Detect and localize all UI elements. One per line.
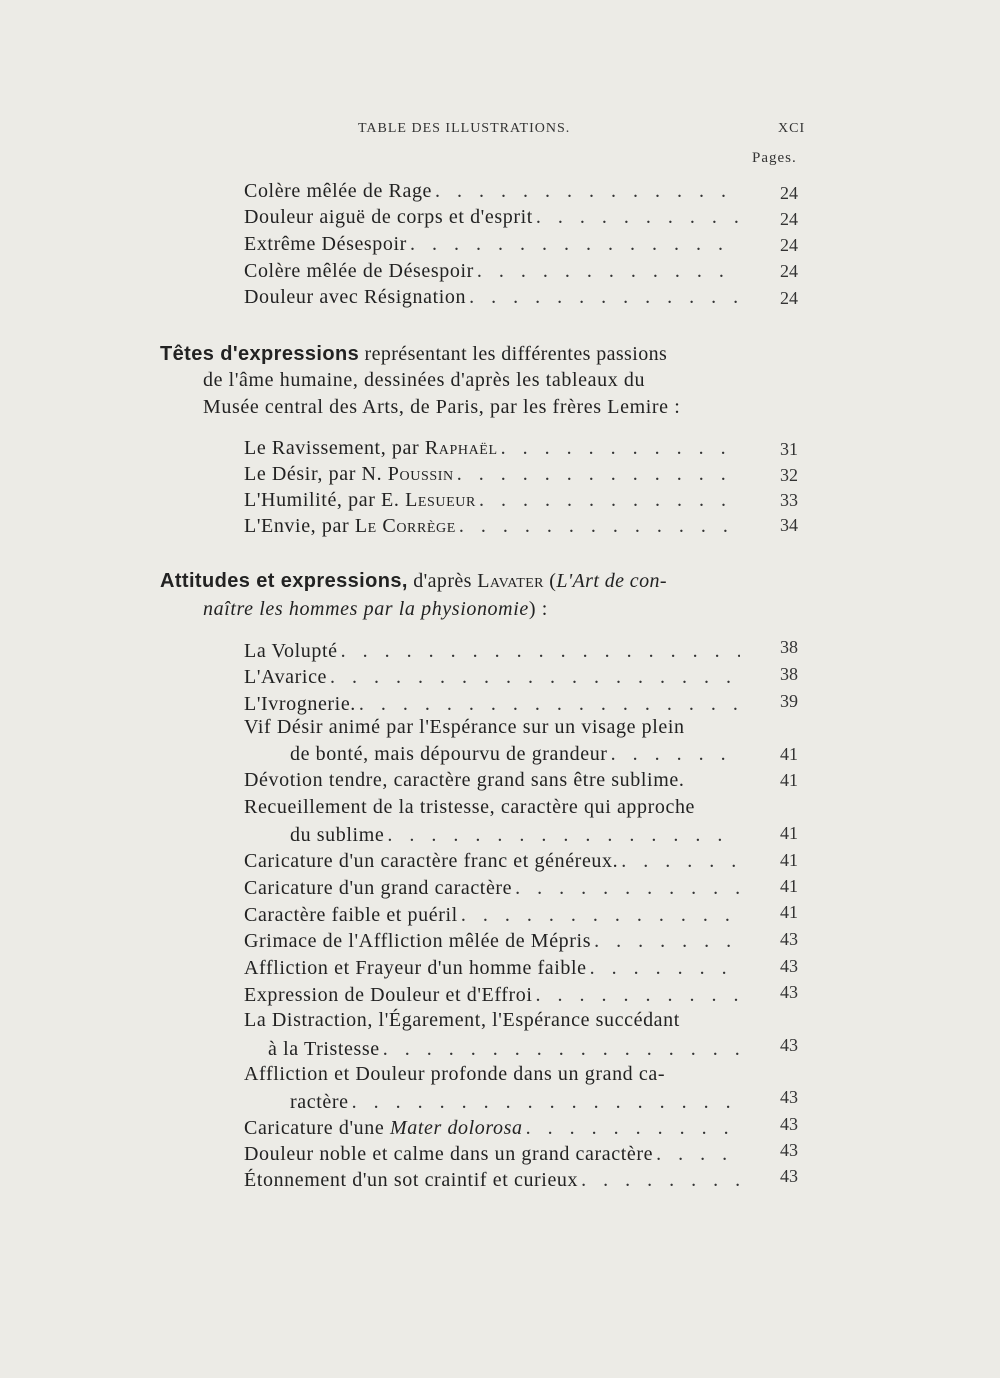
toc-entry-label: Colère mêlée de Désespoir: [244, 260, 474, 282]
toc-page-number: 38: [780, 664, 798, 684]
section-heading-text: (: [543, 570, 557, 592]
toc-entry: [244, 231, 740, 257]
section-heading-bold: Têtes d'expressions: [160, 343, 360, 365]
toc-page-number: 41: [780, 744, 798, 764]
toc-page-number: 34: [780, 515, 798, 535]
toc-entry: [244, 204, 740, 230]
toc-page-number: 38: [780, 637, 798, 657]
toc-entry-label: L'Envie, par: [244, 515, 355, 537]
dot-leader: [410, 231, 740, 257]
toc-entry-label: L'Humilité, par E.: [244, 489, 406, 511]
toc-entry: [244, 461, 740, 487]
italic-title: Mater dolorosa: [389, 1117, 523, 1139]
dot-leader: [352, 1089, 740, 1115]
toc-page-number: 43: [780, 982, 798, 1002]
toc-entry: [244, 513, 740, 539]
author-name: Lavater: [477, 570, 544, 592]
toc-entry-label: Affliction et Frayeur d'un homme faible: [244, 957, 587, 979]
toc-entry: [244, 435, 740, 461]
toc-entry: [244, 284, 740, 310]
section-heading-bold: Attitudes et expressions,: [160, 570, 408, 592]
dot-leader: [469, 284, 740, 310]
dot-leader: [611, 741, 740, 767]
toc-entry: [290, 741, 740, 767]
toc-entry-label: Expression de Douleur et d'Effroi: [244, 984, 533, 1006]
artist-name: Raphaël: [424, 437, 498, 459]
toc-entry-label: Colère mêlée de Rage: [244, 180, 433, 202]
toc-entry: [244, 1167, 740, 1193]
toc-entry: [244, 258, 740, 284]
toc-entry: [244, 875, 740, 901]
toc-entry: [244, 178, 740, 204]
toc-entry: [244, 928, 740, 954]
dot-leader: [515, 875, 740, 901]
dot-leader: [477, 258, 740, 284]
dot-leader: [459, 513, 740, 539]
dot-leader: [590, 955, 740, 981]
artist-name: Le Corrège: [354, 515, 456, 537]
book-title: L'Art de con-: [556, 570, 667, 592]
toc-entry-label: Caricature d'une: [244, 1117, 390, 1139]
toc-page-number: 43: [780, 1114, 798, 1134]
toc-page-number: 33: [780, 490, 798, 510]
running-title: TABLE DES ILLUSTRATIONS.: [358, 121, 571, 136]
toc-page-number: 32: [780, 465, 798, 485]
toc-entry-label: Affliction et Douleur profonde dans un grand ca-: [244, 1063, 666, 1085]
toc-page-number: 43: [780, 929, 798, 949]
dot-leader: [526, 1115, 740, 1141]
section-heading: [160, 341, 667, 367]
toc-entry-label: Étonnement d'un sot craintif et curieux: [244, 1169, 579, 1191]
pages-column-label: Pages.: [752, 150, 797, 166]
toc-entry: [290, 822, 740, 848]
dot-leader: [536, 204, 740, 230]
toc-page-number: 39: [780, 691, 798, 711]
toc-entry: [244, 848, 740, 874]
toc-entry-label: Recueillement de la tristesse, caractère qui approche: [244, 796, 696, 818]
toc-entry-label: L'Avarice: [244, 666, 328, 688]
toc-page-number: 24: [780, 183, 798, 203]
toc-entry: [244, 982, 740, 1008]
toc-entry-label: Grimace de l'Affliction mêlée de Mépris: [244, 930, 592, 952]
dot-leader: [457, 461, 740, 487]
toc-entry-label: La Volupté: [244, 640, 338, 662]
toc-page-number: 24: [780, 261, 798, 281]
dot-leader: [461, 902, 740, 928]
dot-leader: [501, 435, 740, 461]
dot-leader: [536, 982, 740, 1008]
toc-page-number: 43: [780, 1087, 798, 1107]
toc-entry: [244, 487, 740, 513]
toc-page-number: 24: [780, 209, 798, 229]
dot-leader: [479, 487, 740, 513]
toc-entry-label: Dévotion tendre, caractère grand sans être sublime.: [244, 769, 685, 791]
toc-entry-label: L'Ivrognerie.: [244, 693, 356, 715]
toc-entry: [244, 664, 740, 690]
toc-entry-continuation: ractère: [290, 1091, 349, 1113]
toc-entry-label: Le Ravissement, par: [244, 437, 425, 459]
artist-name: Lesueur: [405, 489, 476, 511]
toc-page-number: 24: [780, 235, 798, 255]
section-heading-text: d'après: [407, 570, 478, 592]
section-heading-text: représentant les différentes passions: [359, 343, 668, 365]
dot-leader: [621, 848, 740, 874]
toc-entry-continuation: du sublime: [290, 824, 385, 846]
artist-name: Poussin: [387, 463, 454, 485]
toc-page-number: 43: [780, 1035, 798, 1055]
section-description-line: Musée central des Arts, de Paris, par les frères Lemire :: [203, 396, 681, 418]
toc-page-number: 41: [780, 876, 798, 896]
toc-entry: [268, 1036, 740, 1062]
toc-page-number: 41: [780, 850, 798, 870]
page-folio: XCI: [778, 121, 806, 136]
toc-page-number: 43: [780, 1140, 798, 1160]
toc-entry-continuation: de bonté, mais dépourvu de grandeur: [290, 743, 608, 765]
toc-page-number: 31: [780, 439, 798, 459]
section-heading: [160, 568, 667, 594]
toc-entry-continuation: à la Tristesse: [268, 1038, 380, 1060]
dot-leader: [330, 664, 740, 690]
section-description-line: de l'âme humaine, dessinées d'après les tableaux du: [203, 369, 646, 391]
toc-page-number: 41: [780, 823, 798, 843]
toc-page-number: 24: [780, 288, 798, 308]
toc-entry: [244, 902, 740, 928]
toc-entry-label: Caricature d'un caractère franc et généreux.: [244, 850, 619, 872]
toc-entry-label: Caractère faible et puéril: [244, 904, 458, 926]
toc-page-number: 41: [780, 902, 798, 922]
dot-leader: [594, 928, 740, 954]
toc-entry: [290, 1089, 740, 1115]
toc-entry-label: Douleur aiguë de corps et d'esprit: [244, 206, 533, 228]
toc-entry-label: Vif Désir animé par l'Espérance sur un visage plein: [244, 716, 685, 738]
toc-entry-label: Douleur noble et calme dans un grand caractère: [244, 1143, 654, 1165]
dot-leader: [383, 1036, 740, 1062]
toc-entry-label: La Distraction, l'Égarement, l'Espérance succédant: [244, 1009, 680, 1031]
toc-entry: [244, 955, 740, 981]
toc-entry-label: Caricature d'un grand caractère: [244, 877, 513, 899]
toc-entry-label: Extrême Désespoir: [244, 233, 407, 255]
toc-page-number: 43: [780, 1166, 798, 1186]
toc-entry-label: Douleur avec Résignation: [244, 286, 467, 308]
book-title: naître les hommes par la physionomie: [203, 598, 529, 620]
toc-entry: [244, 1115, 740, 1141]
toc-page-number: 43: [780, 956, 798, 976]
dot-leader: [341, 638, 740, 664]
section-description-line: naître les hommes par la physionomie) :: [203, 598, 548, 620]
dot-leader: [435, 178, 740, 204]
dot-leader: [581, 1167, 740, 1193]
toc-entry-label: Le Désir, par N.: [244, 463, 388, 485]
dot-leader: [387, 822, 740, 848]
toc-entry: [244, 638, 740, 664]
dot-leader: [656, 1141, 740, 1167]
toc-entry: [244, 1141, 740, 1167]
toc-page-number: 41: [780, 770, 798, 790]
